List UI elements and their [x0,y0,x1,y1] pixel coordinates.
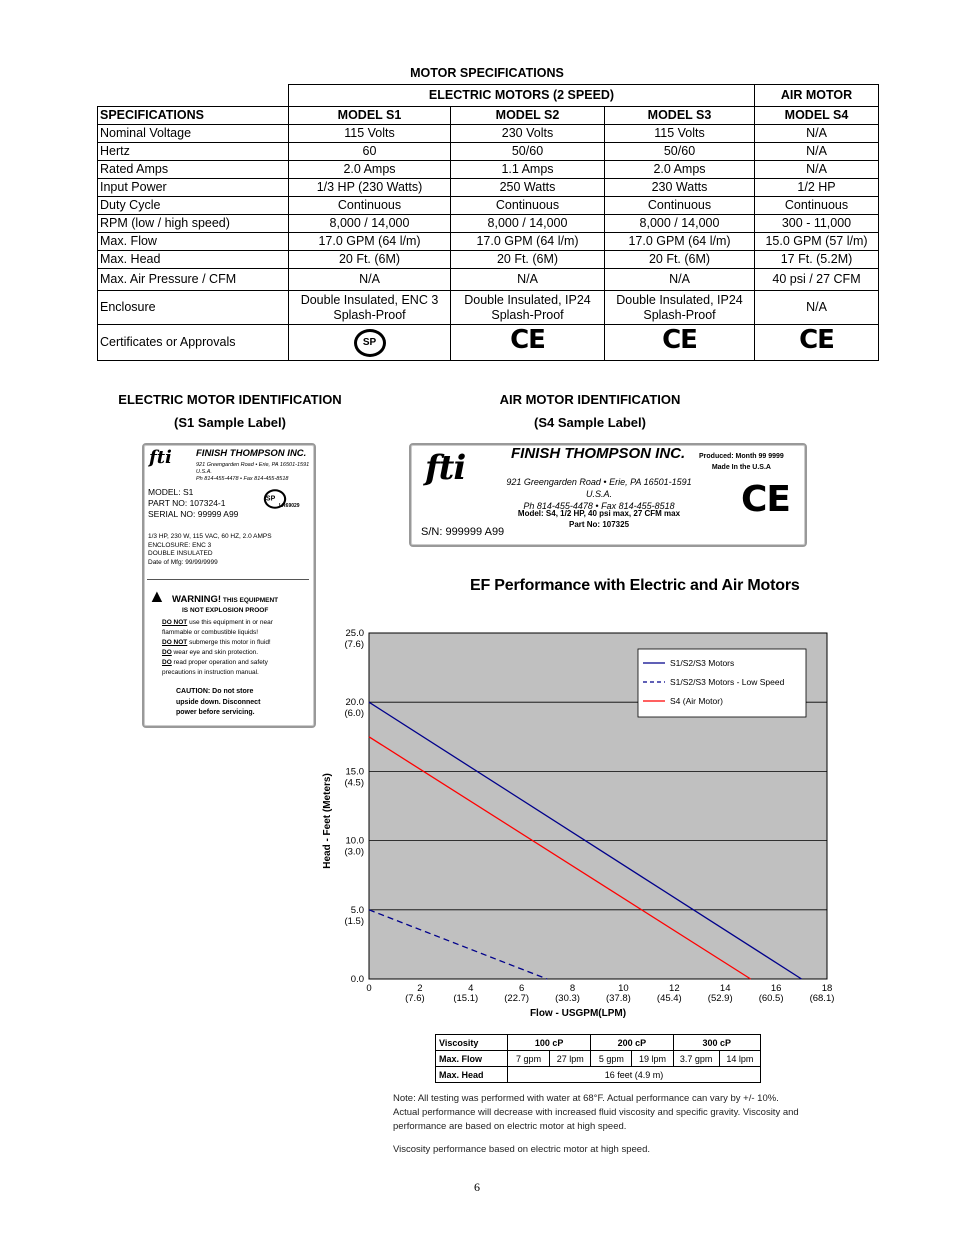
spec-cell: 17.0 GPM (64 l/m) [451,233,605,251]
x-tick-label: (30.3) [555,993,580,1004]
spec-row-label: Hertz [98,143,289,161]
spec-cell: Continuous [605,197,755,215]
ce-mark-icon: CE [451,325,605,361]
label-warning-list: DO NOT use this equipment in or near flammable or combustible liquids! DO NOT submerge this motor in fluid! DO wear eye and skin protection. DO read proper operation and safety precautions in instruction manual. [162,619,273,676]
viscosity-row-label: Max. Flow [436,1051,508,1067]
viscosity-cell: 27 lpm [550,1051,591,1067]
x-tick-label: 4 [468,983,474,994]
y-tick-label: (3.0) [344,846,364,858]
ce-mark-icon: CE [605,325,755,361]
spec-col-header: MODEL S4 [755,107,879,125]
ce-mark-icon: CE [755,325,879,361]
spec-cell: 50/60 [605,143,755,161]
spec-cell: 20 Ft. (6M) [289,251,451,269]
x-tick-label: 2 [417,983,423,994]
x-tick-label: (15.1) [453,993,479,1004]
s1-sample-label [142,443,316,728]
label-lr-number: LR69029 [279,503,300,509]
x-tick-label: (22.7) [504,993,530,1004]
y-tick-label: 15.0 [345,766,364,778]
x-axis-label: Flow - USGPM(LPM) [529,1008,627,1019]
label-model-info: MODEL: S1 PART NO: 107324-1 SERIAL NO: 99999 A99 [148,487,239,519]
spec-cell: N/A [755,125,879,143]
y-tick-label: 20.0 [345,697,364,709]
spec-row [98,233,879,251]
legend-label: S4 (Air Motor) [670,696,723,706]
y-tick-label: 5.0 [350,904,364,916]
spec-cell: Continuous [451,197,605,215]
y-tick-label: (4.5) [344,777,364,789]
spec-cell: Continuous [289,197,451,215]
viscosity-cell: 16 feet (4.9 m) [507,1067,760,1083]
spec-cell: 17.0 GPM (64 l/m) [289,233,451,251]
x-tick-label: 6 [519,983,525,994]
spec-row [98,143,879,161]
x-tick-label: (60.5) [758,993,784,1004]
x-tick-label: 12 [669,983,680,994]
x-tick-label: 10 [618,983,629,994]
spec-cell: 1/3 HP (230 Watts) [289,179,451,197]
air-id-heading: AIR MOTOR IDENTIFICATION [499,392,681,407]
viscosity-note: Viscosity performance based on electric motor at high speed. [393,1144,650,1155]
label-divider [147,579,309,580]
x-tick-label: (37.8) [606,993,631,1004]
viscosity-header: Viscosity [436,1035,508,1051]
spec-cell: 20 Ft. (6M) [605,251,755,269]
spec-cell: 17.0 GPM (64 l/m) [605,233,755,251]
x-tick-label: (7.6) [405,993,425,1004]
test-note: Note: All testing was performed with water at 68°F. Actual performance can vary by +/- 10%. Actual performance will decrease with increased fluid viscosity and specific gravity. Viscosity and performance are based on electric motor at high speed. [393,1093,799,1132]
spec-cell: 230 Volts [451,125,605,143]
spec-cell: 115 Volts [289,125,451,143]
x-tick-label: 14 [719,983,731,994]
electric-id-heading: ELECTRIC MOTOR IDENTIFICATION [118,392,342,407]
spec-cell: 60 [289,143,451,161]
spec-row-label: Nominal Voltage [98,125,289,143]
spec-cell: 20 Ft. (6M) [451,251,605,269]
x-tick-label: 0 [366,983,372,994]
label-model-info: Model: S4, 1/2 HP, 40 psi max, 27 CFM max Part No: 107325 [517,509,681,529]
spec-cell: Double Insulated, ENC 3 Splash-Proof [289,291,451,325]
spec-row-label: Max. Head [98,251,289,269]
viscosity-cell: 5 gpm [591,1051,632,1067]
x-tick-label: (45.4) [656,993,682,1004]
spec-cell: 2.0 Amps [289,161,451,179]
spec-row-label: Input Power [98,179,289,197]
viscosity-cell: 14 lpm [719,1051,760,1067]
y-tick-label: 10.0 [345,835,364,847]
label-brand: FINISH THOMPSON INC. [196,448,307,459]
spec-cell: Double Insulated, IP24 Splash-Proof [605,291,755,325]
y-tick-label: (6.0) [344,708,364,720]
viscosity-header: 200 cP [591,1035,673,1051]
spec-cell: 2.0 Amps [605,161,755,179]
spec-cell: 50/60 [451,143,605,161]
spec-row-label: Certificates or Approvals [98,325,289,361]
spec-cell: 40 psi / 27 CFM [755,269,879,291]
spec-cell: 8,000 / 14,000 [605,215,755,233]
electric-motors-header: ELECTRIC MOTORS (2 SPEED) [289,85,755,107]
label-address: 921 Greengarden Road • Erie, PA 16501-1591 U.S.A. Ph 814-455-4478 • Fax 814-455-8518 [506,477,692,511]
label-brand: FINISH THOMPSON INC. [511,445,686,462]
viscosity-header: 300 cP [673,1035,760,1051]
spec-row [98,197,879,215]
spec-row [98,251,879,269]
spec-cell: N/A [755,143,879,161]
spec-row-label: RPM (low / high speed) [98,215,289,233]
spec-table-title: MOTOR SPECIFICATIONS [410,66,564,80]
spec-row-label: Max. Flow [98,233,289,251]
spec-cell: 8,000 / 14,000 [289,215,451,233]
spec-cell: N/A [755,161,879,179]
chart-title: EF Performance with Electric and Air Motors [470,577,800,594]
y-tick-label: 25.0 [345,628,364,639]
viscosity-row-label: Max. Head [436,1067,508,1083]
x-tick-label: (52.9) [707,993,733,1004]
spec-row-label: Enclosure [98,291,289,325]
x-tick-label: 8 [569,983,576,994]
label-warning: WARNING! THIS EQUIPMENT IS NOT EXPLOSION PROOF [172,594,279,614]
air-id-subheading: (S4 Sample Label) [534,415,646,430]
spec-cell: 17 Ft. (5.2M) [755,251,879,269]
csa-cert-icon: SP [289,325,451,361]
spec-cell: 300 - 11,000 [755,215,879,233]
fti-logo: fti [425,448,466,488]
spec-cell: 1/2 HP [755,179,879,197]
viscosity-table [435,1034,761,1083]
label-production-info: Produced: Month 99 9999 Made In the U.S.A [699,453,784,471]
spec-row [98,125,879,143]
electric-id-subheading: (S1 Sample Label) [174,415,286,430]
s4-sample-label [409,443,807,547]
spec-row [98,161,879,179]
y-tick-label: 0.0 [350,974,364,985]
spec-col-header: MODEL S1 [289,107,451,125]
viscosity-header: 100 cP [507,1035,590,1051]
x-tick-label: 16 [770,983,782,994]
spec-row [98,215,879,233]
label-caution: CAUTION: Do not store upside down. Disconnect power before servicing. [176,688,261,716]
label-electrical-specs: 1/3 HP, 230 W, 115 VAC, 60 HZ, 2.0 AMPS ENCLOSURE: ENC 3 DOUBLE INSULATED Date of Mfg: 99/99/9999 [148,533,272,566]
fire-hazard-icon: ▲ [148,586,166,606]
spec-cell: N/A [605,269,755,291]
y-axis-label: Head - Feet (Meters) [322,773,333,869]
spec-cell: 230 Watts [605,179,755,197]
y-tick-label: (1.5) [344,915,364,927]
spec-cell: 250 Watts [451,179,605,197]
label-serial-number: S/N: 999999 A99 [421,526,505,538]
spec-col-header: MODEL S3 [605,107,755,125]
spec-cell: 1.1 Amps [451,161,605,179]
spec-cell: Double Insulated, IP24 Splash-Proof [451,291,605,325]
spec-row [98,269,879,291]
fti-logo: fti [149,447,172,468]
air-motor-header: AIR MOTOR [755,85,879,107]
viscosity-cell: 19 lpm [632,1051,673,1067]
spec-row-label: Max. Air Pressure / CFM [98,269,289,291]
legend-label: S1/S2/S3 Motors - Low Speed [670,677,785,687]
label-address: 921 Greengarden Road • Erie, PA 16501-1591 U.S.A. Ph 814-455-4478 • Fax 814-455-8518 [196,462,310,482]
spec-cell: 8,000 / 14,000 [451,215,605,233]
performance-chart [310,620,840,1025]
spec-row [98,179,879,197]
x-tick-label: 18 [821,983,833,994]
legend-label: S1/S2/S3 Motors [670,658,735,668]
spec-row-label: Duty Cycle [98,197,289,215]
ce-mark-icon: CE [741,479,791,520]
spec-col-header: MODEL S2 [451,107,605,125]
viscosity-cell: 7 gpm [507,1051,549,1067]
spec-cell: Continuous [755,197,879,215]
y-tick-label: (7.6) [344,639,364,650]
spec-cell: 15.0 GPM (57 l/m) [755,233,879,251]
csa-cert-icon: SP [264,489,286,509]
spec-col-header: SPECIFICATIONS [98,107,289,125]
motor-spec-table [97,84,879,361]
spec-cell: N/A [451,269,605,291]
page-number: 6 [474,1180,480,1194]
spec-row-label: Rated Amps [98,161,289,179]
viscosity-cell: 3.7 gpm [673,1051,719,1067]
spec-blank-corner [98,85,289,107]
x-tick-label: (68.1) [809,993,835,1004]
spec-cell: 115 Volts [605,125,755,143]
spec-cell: N/A [289,269,451,291]
spec-cell: N/A [755,291,879,325]
